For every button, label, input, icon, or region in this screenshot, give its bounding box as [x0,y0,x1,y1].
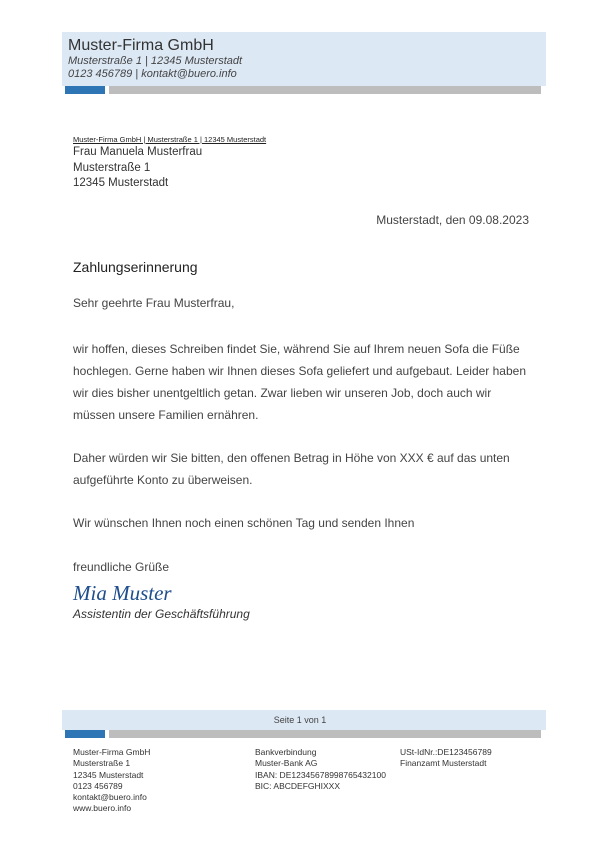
footer-company-website: www.buero.info [73,803,132,814]
footer-company-email: kontakt@buero.info [73,792,147,803]
footer-bank-column [255,747,386,792]
footer-divider-bar [109,730,541,738]
footer-company-street: Musterstraße 1 [73,758,131,769]
footer-vat-id: USt-IdNr.:DE123456789 [400,747,492,757]
letter-subject: Zahlungserinnerung [73,259,198,275]
page-number: Seite 1 von 1 [273,715,327,725]
recipient-name: Frau Manuela Musterfrau [73,146,203,158]
footer-tax-office: Finanzamt Musterstadt [400,758,487,769]
footer-tax-column [400,747,492,770]
body-paragraph: wir hoffen, dieses Schreiben findet Sie, während Sie auf Ihrem neuen Sofa die Füße hochlegen. Gerne haben wir Ihnen dieses Sofa geliefert und aufgebaut. Leider haben wir dies bisher unentgeltlich getan. Zwar lieben wir unseren Job, doch auch wir müssen unsere Familien ernähren. [73,342,526,422]
salutation: Sehr geehrte Frau Musterfrau, [73,296,235,310]
footer-bank-name: Muster-Bank AG [255,758,318,769]
footer-bank-heading: Bankverbindung [255,747,317,757]
body-paragraph: Wir wünschen Ihnen noch einen schönen Tag und senden Ihnen [73,516,415,530]
company-address: Musterstraße 1 | 12345 Musterstadt [68,55,243,67]
company-contact: 0123 456789 | kontakt@buero.info [68,68,237,80]
footer-company-column [73,747,150,815]
footer-company-phone: 0123 456789 [73,780,123,791]
header-accent-bar [65,86,105,94]
footer-accent-bar [65,730,105,738]
footer-bank-iban: IBAN: DE12345678998765432100 [255,769,386,780]
footer-company-city: 12345 Musterstadt [73,769,144,780]
closing-phrase: freundliche Grüße [73,560,170,574]
recipient-city: 12345 Musterstadt [73,177,169,189]
sender-return-line: Muster-Firma GmbH | Musterstraße 1 | 12345 Musterstadt [73,135,267,144]
letter-date: Musterstadt, den 09.08.2023 [376,213,529,227]
recipient-street: Musterstraße 1 [73,162,151,174]
signature-title: Assistentin der Geschäftsführung [73,607,250,621]
footer-bank-bic: BIC: ABCDEFGHIXXX [255,780,341,791]
header-divider-bar [109,86,541,94]
body-paragraph: Daher würden wir Sie bitten, den offenen Betrag in Höhe von XXX € auf das unten aufgeführte Konto zu überweisen. [73,451,510,487]
signature: Mia Muster [73,581,172,605]
footer-company-name: Muster-Firma GmbH [73,747,151,757]
company-name: Muster-Firma GmbH [68,37,214,54]
